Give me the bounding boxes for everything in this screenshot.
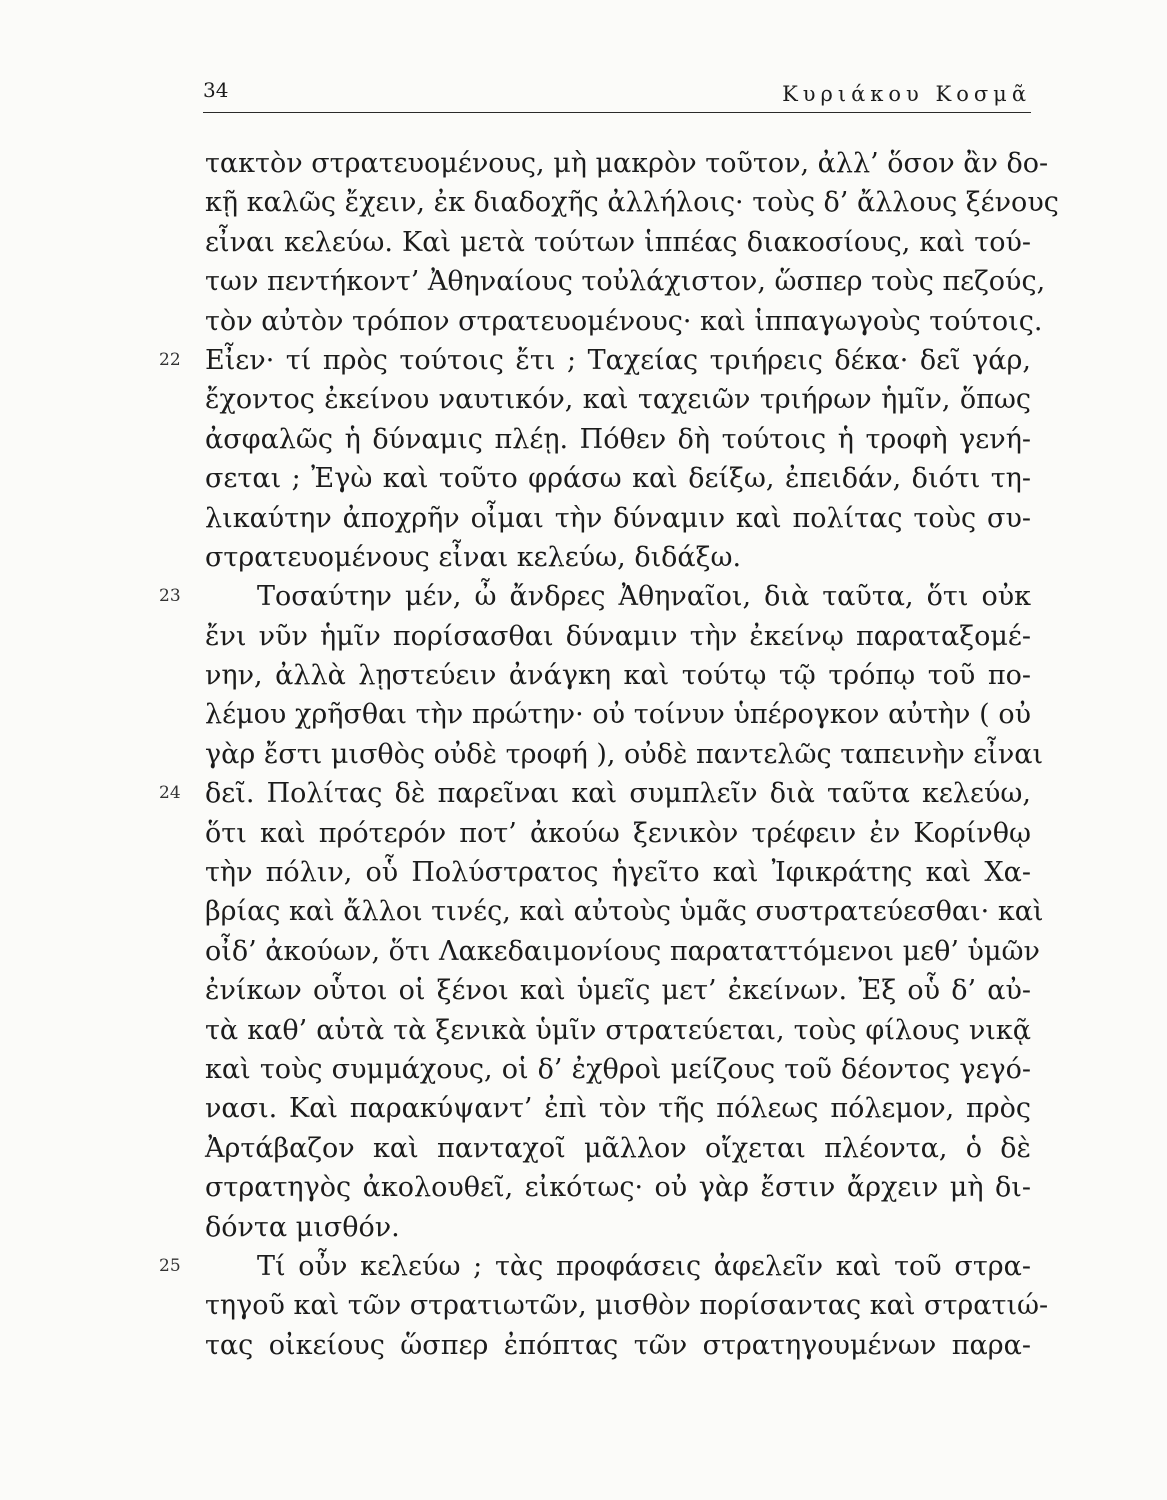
text-line <box>205 262 1046 301</box>
text-line <box>205 223 1031 262</box>
line-text: Τοσαύτην μέν, ὦ ἄνδρες Ἀθηναῖοι, διὰ ταῦτα, ὅτι οὐκ <box>257 581 1031 613</box>
text-line <box>205 1326 1031 1365</box>
text-line <box>205 1089 1031 1128</box>
line-text: τας οἰκείους ὥσπερ ἐπόπτας τῶν στρατηγουμένων παρα- <box>205 1329 1031 1361</box>
text-line <box>205 1168 1031 1207</box>
line-text: εἶναι κελεύω. Καὶ μετὰ τούτων ἱππέας διακοσίους, καὶ τού- <box>205 226 1031 258</box>
line-text: τὰ καθ’ αὑτὰ τὰ ξενικὰ ὑμῖν στρατεύεται, τοὺς φίλους νικᾷ <box>205 1014 1031 1046</box>
text-line <box>205 656 1031 695</box>
line-text: καὶ τοὺς συμμάχους, οἱ δ’ ἐχθροὶ μείζους τοῦ δέοντος γεγό- <box>205 1053 1031 1085</box>
line-text: ἔχοντος ἐκείνου ναυτικόν, καὶ ταχειῶν τριήρων ἡμῖν, ὅπως <box>205 384 1031 416</box>
text-line <box>205 499 1031 538</box>
line-text: λέμου χρῆσθαι τὴν πρώτην· οὐ τοίνυν ὑπέρογκον αὐτὴν ( οὐ <box>205 699 1031 731</box>
line-text: ἐνίκων οὗτοι οἱ ξένοι καὶ ὑμεῖς μετ’ ἐκείνων. Ἐξ οὗ δ’ αὐ- <box>205 975 1031 1007</box>
line-text: κῇ καλῶς ἔχειν, ἐκ διαδοχῆς ἀλλήλοις· τοὺς δ’ ἄλλους ξένους <box>205 187 1059 219</box>
line-text: τηγοῦ καὶ τῶν στρατιωτῶν, μισθὸν πορίσαντας καὶ στρατιώ- <box>205 1290 1049 1322</box>
text-line <box>159 577 1031 616</box>
text-line <box>205 459 1031 498</box>
line-text: νασι. Καὶ παρακύψαντ’ ἐπὶ τὸν τῆς πόλεως πόλεμον, πρὸς <box>205 1093 1031 1125</box>
line-text: γὰρ ἔστι μισθὸς οὐδὲ τροφή ), οὐδὲ παντελῶς ταπεινὴν εἶναι <box>205 738 1044 770</box>
text-body <box>159 144 1059 1365</box>
line-text: τὸν αὐτὸν τρόπον στρατευομένους· καὶ ἱππαγωγοὺς τούτοις. <box>205 305 1043 337</box>
text-line <box>205 1129 1031 1168</box>
text-line <box>205 932 1040 971</box>
text-line <box>205 1286 1049 1325</box>
text-line <box>159 774 1031 813</box>
text-line <box>205 814 1031 853</box>
text-line <box>205 735 1044 774</box>
line-text: λικαύτην ἀποχρῆν οἶμαι τὴν δύναμιν καὶ πολίτας τοὺς συ- <box>205 502 1031 534</box>
line-text: οἶδ’ ἀκούων, ὅτι Λακεδαιμονίους παραταττόμενοι μεθ’ ὑμῶν <box>205 935 1040 967</box>
text-line <box>159 1247 1031 1286</box>
text-line <box>205 538 1031 577</box>
text-line <box>205 302 1043 341</box>
line-text: βρίας καὶ ἄλλοι τινές, καὶ αὐτοὺς ὑμᾶς συστρατεύεσθαι· καὶ <box>205 896 1044 928</box>
line-text: τὴν πόλιν, οὗ Πολύστρατος ἡγεῖτο καὶ Ἰφικράτης καὶ Χα- <box>205 857 1031 889</box>
text-line <box>205 971 1031 1010</box>
section-number: 24 <box>159 783 181 804</box>
section-number: 22 <box>159 349 181 370</box>
text-line <box>205 183 1059 222</box>
text-line <box>205 144 1049 183</box>
line-text: ἔνι νῦν ἡμῖν πορίσασθαι δύναμιν τὴν ἐκείνῳ παραταξομέ- <box>205 620 1031 652</box>
line-text: σεται ; Ἐγὼ καὶ τοῦτο φράσω καὶ δείξω, ἐπειδάν, διότι τη- <box>205 463 1031 495</box>
section-number: 25 <box>159 1255 181 1276</box>
text-line <box>205 695 1031 734</box>
line-text: τακτὸν στρατευομένους, μὴ μακρὸν τοῦτον, ἀλλ’ ὅσον ἂν δο- <box>205 148 1049 179</box>
line-text: δεῖ. Πολίτας δὲ παρεῖναι καὶ συμπλεῖν διὰ ταῦτα κελεύω, <box>205 778 1031 810</box>
line-text: ἀσφαλῶς ἡ δύναμις πλέῃ. Πόθεν δὴ τούτοις ἡ τροφὴ γενή- <box>205 423 1031 455</box>
line-text: Εἶεν· τί πρὸς τούτοις ἔτι ; Ταχείας τριήρεις δέκα· δεῖ γάρ, <box>205 344 1031 376</box>
running-head: Κυριάκου Κοσμᾶ <box>782 82 1031 106</box>
text-line <box>205 1011 1031 1050</box>
section-number: 23 <box>159 586 181 607</box>
text-line <box>205 420 1031 459</box>
page-header <box>203 76 1031 113</box>
text-line <box>205 853 1031 892</box>
line-text: Τί οὖν κελεύω ; τὰς προφάσεις ἀφελεῖν καὶ τοῦ στρα- <box>257 1250 1031 1282</box>
line-text: νην, ἀλλὰ λῃστεύειν ἀνάγκη καὶ τούτῳ τῷ τρόπῳ τοῦ πο- <box>205 660 1031 692</box>
text-line <box>205 380 1031 419</box>
text-line <box>159 341 1031 380</box>
line-text: στρατηγὸς ἀκολουθεῖ, εἰκότως· οὐ γὰρ ἔστιν ἄρχειν μὴ δι- <box>205 1172 1031 1204</box>
line-text: στρατευομένους εἶναι κελεύω, διδάξω. <box>205 541 742 573</box>
text-line <box>205 892 1044 931</box>
line-text: ὅτι καὶ πρότερόν ποτ’ ἀκούω ξενικὸν τρέφειν ἐν Κορίνθῳ <box>205 817 1031 849</box>
line-text: δόντα μισθόν. <box>205 1211 400 1243</box>
text-line <box>205 1208 1031 1247</box>
text-line <box>205 1050 1031 1089</box>
line-text: Ἀρτάβαζον καὶ πανταχοῖ μᾶλλον οἴχεται πλέοντα, ὁ δὲ <box>205 1132 1031 1164</box>
line-text: των πεντήκοντ’ Ἀθηναίους τοὐλάχιστον, ὥσπερ τοὺς πεζούς, <box>205 266 1046 298</box>
text-line <box>205 617 1031 656</box>
page-number: 34 <box>203 78 229 102</box>
